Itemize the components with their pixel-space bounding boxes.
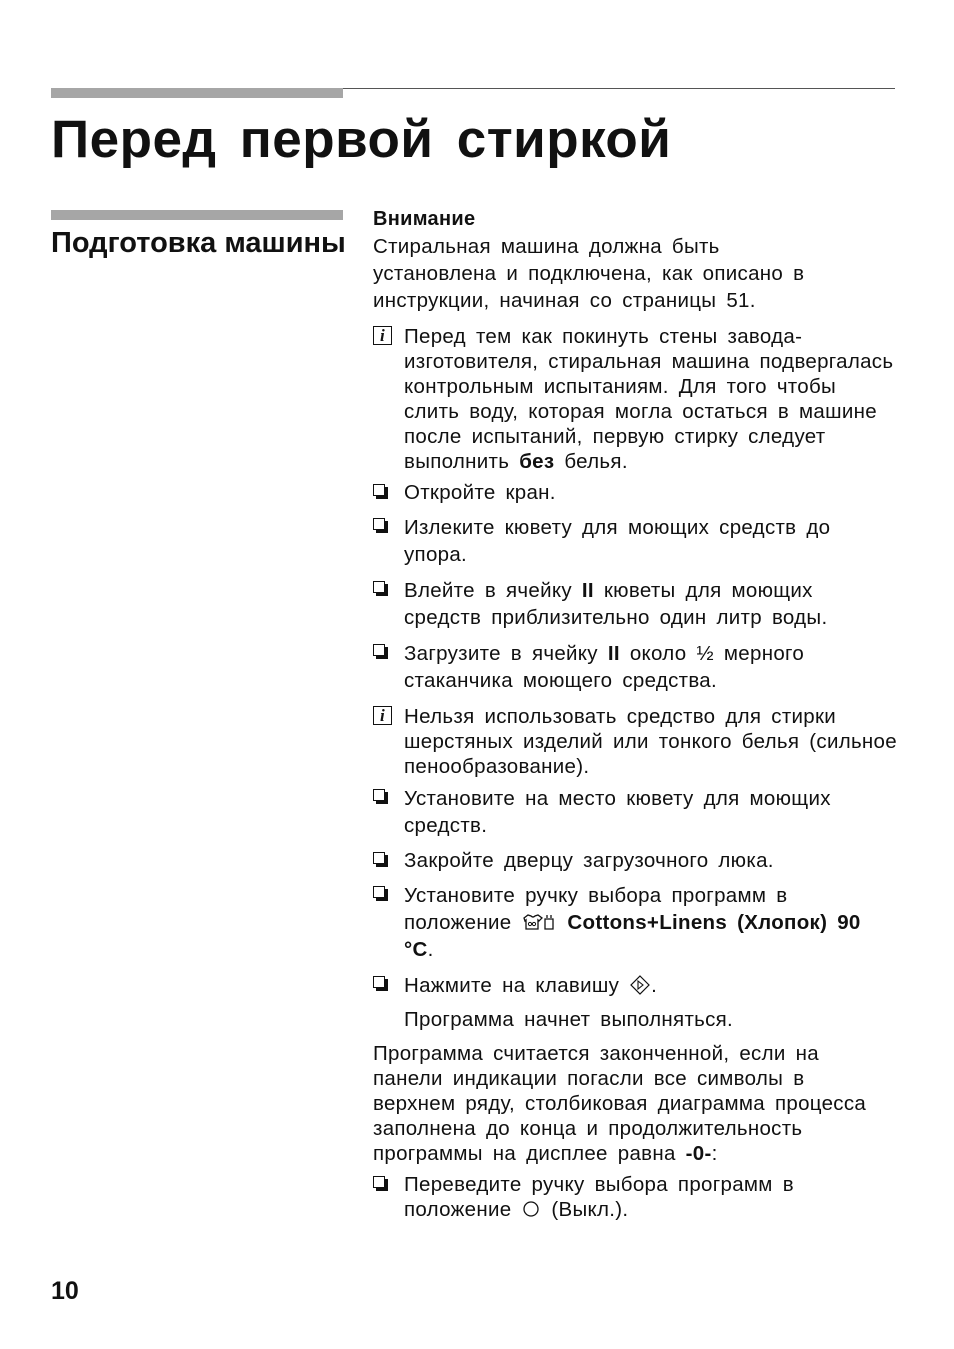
checkbox-icon xyxy=(373,581,388,596)
content-column xyxy=(373,206,897,1222)
display-value: -0- xyxy=(685,1142,712,1165)
page-number: 10 xyxy=(51,1277,79,1305)
attention-label: Внимание xyxy=(373,208,476,230)
checkbox-icon xyxy=(373,644,388,659)
step-text: Влейте в ячейку xyxy=(404,579,582,602)
step-text-end: мерного стаканчика моющего средства. xyxy=(404,642,805,692)
finish-text: Программа считается законченной, если на панели индикации погасли все символы в верхнем ряду, столбиковая диаграмма процесса заполнена до конца и продолжительность программы на дисплее равна xyxy=(373,1042,867,1165)
info-text: Нельзя использовать средство для стирки шерстяных изделий или тонкого белья (сильное пенообразование). xyxy=(404,705,897,778)
step-text: Излеките кювету для моющих средств до упора. xyxy=(404,516,831,566)
step-text: Закройте дверцу загрузочного люка. xyxy=(404,849,774,872)
step-close-door xyxy=(373,848,897,873)
section-heading-text: Подготовка машины xyxy=(51,227,346,259)
checkbox-icon xyxy=(373,518,388,533)
off-position-icon xyxy=(521,1199,541,1219)
checkbox-icon xyxy=(373,1176,388,1191)
step-press-start xyxy=(373,972,897,999)
program-starts-note xyxy=(373,1007,897,1032)
step-text: Нажмите на клавишу xyxy=(404,974,630,997)
step-text-end: кюветы для моющих средств приблизительно один литр воды. xyxy=(404,579,828,629)
info-note-test-run xyxy=(373,324,897,474)
step-text: Загрузите в ячейку xyxy=(404,642,608,665)
info-bold-word: без xyxy=(519,450,555,473)
finish-text-end: : xyxy=(711,1142,718,1165)
step-turn-off xyxy=(373,1172,864,1222)
info-icon: i xyxy=(373,326,392,345)
step-text: Переведите ручку выбора программ в положение xyxy=(404,1173,794,1221)
attention-text: Стиральная машина должна быть установлена и подключена, как описано в инструкции, начиная со страницы 51. xyxy=(373,235,805,312)
step-text: Откройте кран. xyxy=(404,481,556,504)
checkbox-icon xyxy=(373,852,388,867)
info-note-wool xyxy=(373,704,897,779)
step-pour-water xyxy=(373,577,897,631)
info-text-end: белья. xyxy=(554,450,628,473)
program-name: Cottons+Linens (Хлопок) 90 °C xyxy=(404,911,861,961)
finish-paragraph xyxy=(373,1041,878,1166)
step-text-end: . xyxy=(651,974,658,997)
step-text-end: . xyxy=(427,938,434,961)
compartment-label: II xyxy=(607,642,620,665)
step-text-mid: около xyxy=(619,642,697,665)
section-heading xyxy=(51,228,346,259)
step-text: Установите ручку выбора программ в положение xyxy=(404,884,788,934)
header-rule xyxy=(343,88,895,89)
start-button-icon xyxy=(629,975,651,995)
step-text: Установите на место кювету для моющих средств. xyxy=(404,787,831,837)
checkbox-icon xyxy=(373,789,388,804)
step-open-tap xyxy=(373,480,897,505)
step-insert-drawer xyxy=(373,785,897,839)
fraction: ½ xyxy=(696,642,714,665)
header-bar xyxy=(51,88,343,98)
checkbox-icon xyxy=(373,976,388,991)
step-text-end: (Выкл.). xyxy=(541,1198,629,1221)
step-add-detergent xyxy=(373,640,897,694)
step-pull-out-drawer xyxy=(373,514,884,568)
compartment-label: II xyxy=(581,579,594,602)
section-bar xyxy=(51,210,343,220)
checkbox-icon xyxy=(373,484,388,499)
step-set-program xyxy=(373,882,874,963)
info-text: Перед тем как покинуть стены завода-изготовителя, стиральная машина подвергалась контрольным испытаниям. Для того чтобы слить воду, которая могла остаться в машине после испытаний, первую стирку следует выполнить xyxy=(404,325,894,473)
note-text: Программа начнет выполняться. xyxy=(404,1008,734,1031)
page-title: Перед первой стиркой xyxy=(51,110,672,169)
checkbox-icon xyxy=(373,886,388,901)
cottons-program-icon xyxy=(521,912,557,932)
info-icon: i xyxy=(373,706,392,725)
